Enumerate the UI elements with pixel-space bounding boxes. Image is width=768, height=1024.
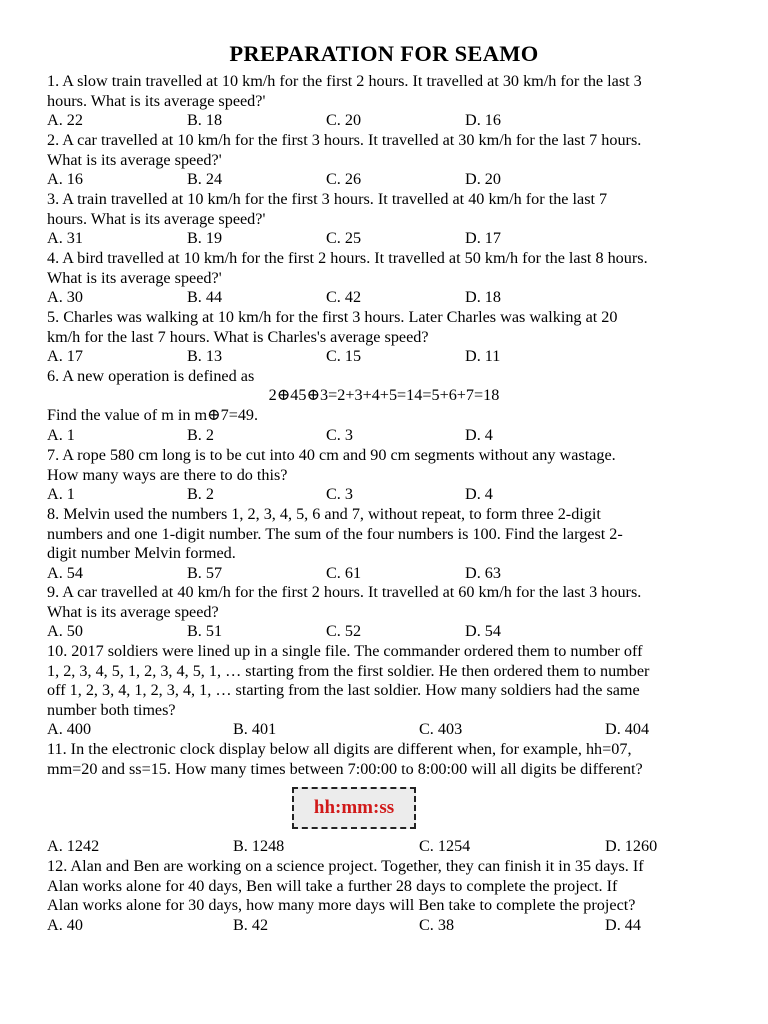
q9-option-d: D. 54 [465, 622, 501, 640]
question-12-text: 12. Alan and Ben are working on a science project. Together, they can finish it in 35 days. If Alan works alone for 40 days, Ben will take a further 28 days to complete the project. If Alan works alone for 30 days, how many more days will Ben take to complete the project? [47, 857, 644, 915]
q8-option-d: D. 63 [465, 564, 501, 582]
q2-option-d: D. 20 [465, 170, 501, 188]
q4-option-a: A. 30 [47, 288, 83, 306]
q10-option-d: D. 404 [605, 720, 650, 738]
q1-option-b: B. 18 [187, 111, 223, 129]
q3-option-b: B. 19 [187, 229, 223, 247]
question-4-text: 4. A bird travelled at 10 km/h for the first 2 hours. It travelled at 50 km/h for the last 8 hours. What is its average speed?' [47, 249, 648, 287]
question-2-options [47, 170, 727, 190]
q6-option-d: D. 4 [465, 426, 493, 444]
q6-option-c: C. 3 [326, 426, 353, 444]
q7-option-d: D. 4 [465, 485, 493, 503]
q11-option-c: C. 1254 [419, 837, 471, 855]
q6-option-a: A. 1 [47, 426, 75, 444]
q10-option-b: B. 401 [233, 720, 277, 738]
question-11-text: 11. In the electronic clock display below all digits are different when, for example, hh=07, mm=20 and ss=15. How many times between 7:00:00 to 8:00:00 will all digits be different? [47, 740, 643, 778]
q5-option-a: A. 17 [47, 347, 83, 365]
question-11-options [47, 837, 727, 857]
q12-option-a: A. 40 [47, 916, 83, 934]
question-7-options [47, 485, 727, 505]
question-12-options [47, 916, 727, 936]
q11-option-a: A. 1242 [47, 837, 100, 855]
q7-option-c: C. 3 [326, 485, 353, 503]
question-6-prompt: Find the value of m in m⊕7=49. [47, 406, 259, 424]
q2-option-b: B. 24 [187, 170, 223, 188]
q2-option-c: C. 26 [326, 170, 362, 188]
q9-option-c: C. 52 [326, 622, 362, 640]
q2-option-a: A. 16 [47, 170, 83, 188]
question-6-text: 6. A new operation is defined as [47, 367, 255, 385]
q5-option-b: B. 13 [187, 347, 223, 365]
page-title: PREPARATION FOR SEAMO [229, 41, 539, 66]
q3-option-d: D. 17 [465, 229, 501, 247]
question-8-options [47, 564, 727, 584]
q12-option-d: D. 44 [605, 916, 641, 934]
question-9-text: 9. A car travelled at 40 km/h for the first 2 hours. It travelled at 60 km/h for the last 3 hours. What is its average speed? [47, 583, 642, 621]
q8-option-b: B. 57 [187, 564, 223, 582]
question-2-text: 2. A car travelled at 10 km/h for the first 3 hours. It travelled at 30 km/h for the last 7 hours. What is its average speed?' [47, 131, 642, 169]
question-9-options [47, 622, 727, 642]
q3-option-c: C. 25 [326, 229, 362, 247]
q9-option-b: B. 51 [187, 622, 223, 640]
q6-option-b: B. 2 [187, 426, 214, 444]
question-4-options [47, 288, 727, 308]
question-10-options [47, 720, 727, 740]
clock-format-label: hh:mm:ss [313, 797, 395, 819]
q9-option-a: A. 50 [47, 622, 83, 640]
q12-option-c: C. 38 [419, 916, 455, 934]
question-5-options [47, 347, 727, 367]
q10-option-a: A. 400 [47, 720, 92, 738]
question-10-text: 10. 2017 soldiers were lined up in a single file. The commander ordered them to number off 1, 2, 3, 4, 5, 1, 2, 3, 4, 5, 1, … starting from the first soldier. He then ordered them to number off 1, 2, 3, 4, 1, 2, 3, 4, 1, … starting from the last soldier. How many soldiers had the same number both times? [47, 642, 650, 719]
q1-option-a: A. 22 [47, 111, 83, 129]
q11-option-b: B. 1248 [233, 837, 285, 855]
question-1-options [47, 111, 727, 131]
q11-option-d: D. 1260 [605, 837, 658, 855]
clock-display [292, 787, 416, 829]
q1-option-c: C. 20 [326, 111, 362, 129]
question-7-text: 7. A rope 580 cm long is to be cut into 40 cm and 90 cm segments without any wastage. How many ways are there to do this? [47, 446, 616, 484]
q7-option-b: B. 2 [187, 485, 214, 503]
q3-option-a: A. 31 [47, 229, 83, 247]
question-5-text: 5. Charles was walking at 10 km/h for the first 3 hours. Later Charles was walking at 20 km/h for the last 7 hours. What is Charles's average speed? [47, 308, 618, 346]
q4-option-d: D. 18 [465, 288, 501, 306]
question-3-text: 3. A train travelled at 10 km/h for the first 3 hours. It travelled at 40 km/h for the last 7 hours. What is its average speed?' [47, 190, 608, 228]
q4-option-b: B. 44 [187, 288, 223, 306]
operation-equation: 2⊕45⊕3=2+3+4+5=14=5+6+7=18 [268, 386, 500, 404]
question-6-options [47, 426, 727, 446]
q8-option-a: A. 54 [47, 564, 83, 582]
q5-option-d: D. 11 [465, 347, 501, 365]
q7-option-a: A. 1 [47, 485, 75, 503]
q5-option-c: C. 15 [326, 347, 362, 365]
q8-option-c: C. 61 [326, 564, 362, 582]
question-3-options [47, 229, 727, 249]
q1-option-d: D. 16 [465, 111, 501, 129]
q12-option-b: B. 42 [233, 916, 269, 934]
question-1-text: 1. A slow train travelled at 10 km/h for the first 2 hours. It travelled at 30 km/h for the last 3 hours. What is its average speed?' [47, 72, 642, 110]
q4-option-c: C. 42 [326, 288, 362, 306]
q10-option-c: C. 403 [419, 720, 463, 738]
question-8-text: 8. Melvin used the numbers 1, 2, 3, 4, 5, 6 and 7, without repeat, to form three 2-digit numbers and one 1-digit number. The sum of the four numbers is 100. Find the largest 2- digit number Melvin formed. [47, 505, 623, 563]
